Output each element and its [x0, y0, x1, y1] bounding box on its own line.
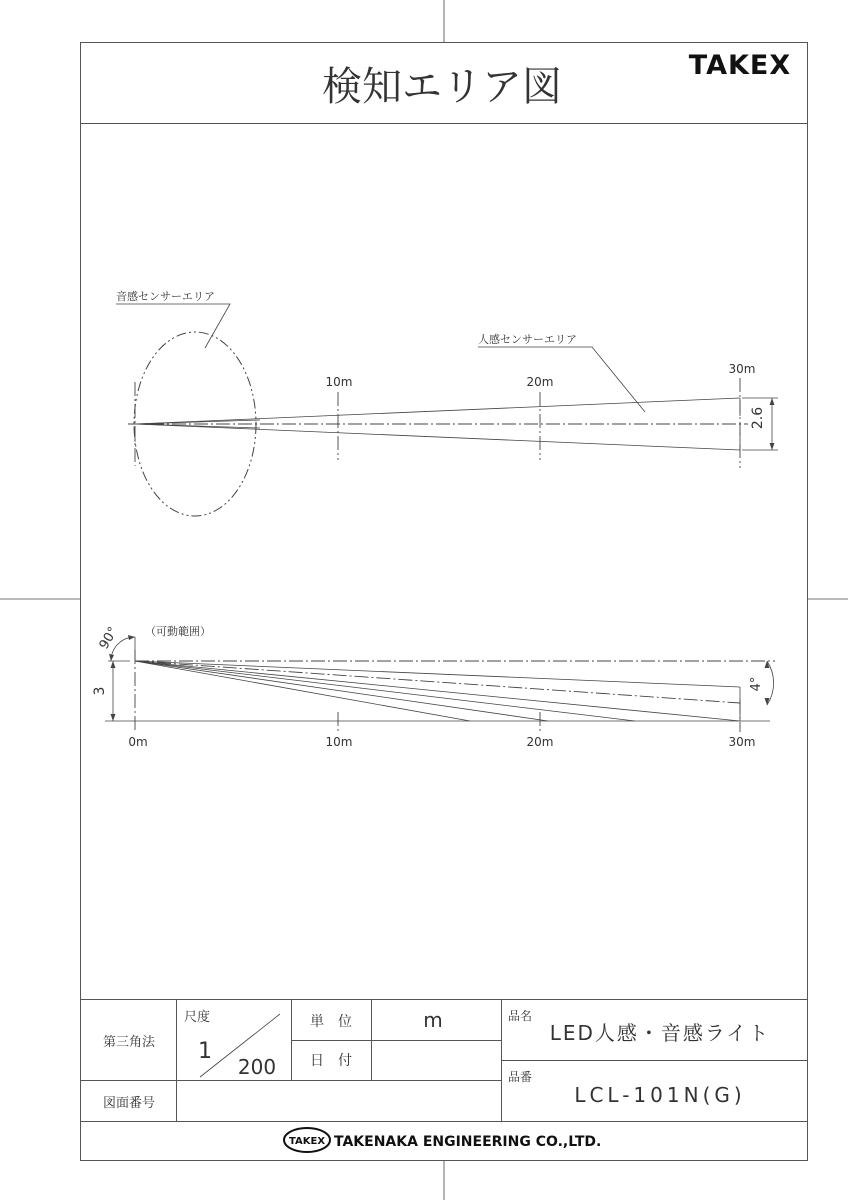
sound-area-leader	[116, 304, 230, 348]
side-label-0m: 0m	[128, 735, 148, 749]
side-view	[92, 624, 775, 749]
plan-label-30m: 30m	[728, 362, 756, 376]
height-dim-label: 3	[92, 686, 108, 696]
product-name: LED人感・音感ライト	[549, 1021, 771, 1045]
company-name: TAKENAKA ENGINEERING CO.,LTD.	[334, 1134, 602, 1150]
tilt-dim-label: 4°	[749, 676, 764, 692]
range-note: （可動範囲）	[145, 625, 211, 638]
sheet-border	[81, 43, 808, 1161]
product-no: LCL-101N(G)	[574, 1083, 746, 1107]
side-axis-line	[135, 661, 740, 703]
unit-value: m	[423, 1008, 443, 1032]
company-logo	[284, 1128, 330, 1152]
plan-view	[116, 289, 778, 516]
scale-label: 尺度	[184, 1010, 211, 1025]
height-dimension	[92, 661, 130, 721]
human-area-label: 人感センサーエリア	[478, 333, 577, 346]
tilt-dimension	[749, 661, 774, 705]
width-dim-label: 2.6	[750, 406, 766, 430]
human-area-leader	[478, 347, 645, 412]
projection-label: 第三角法	[102, 1035, 156, 1050]
date-label: 日 付	[310, 1053, 352, 1069]
side-label-10m: 10m	[325, 735, 353, 749]
plan-label-10m: 10m	[325, 375, 353, 389]
angle-arc	[97, 624, 211, 661]
scale-denominator: 200	[237, 1055, 277, 1079]
unit-label: 単 位	[310, 1014, 352, 1030]
sheet-title: 検知エリア図	[322, 64, 562, 110]
angle-label: 90°	[96, 624, 122, 652]
side-label-30m: 30m	[728, 735, 756, 749]
product-no-label: 品番	[508, 1070, 533, 1084]
product-name-label: 品名	[508, 1009, 533, 1023]
side-label-20m: 20m	[526, 735, 554, 749]
drawing-no-label: 図面番号	[102, 1096, 156, 1111]
title-block	[80, 1000, 808, 1153]
company-logo-text: TAKEX	[288, 1136, 326, 1147]
scale-numerator: 1	[198, 1039, 212, 1064]
takex-brand-logo: TAKEX	[688, 50, 792, 81]
sound-area-label: 音感センサーエリア	[116, 290, 215, 303]
plan-label-20m: 20m	[526, 375, 554, 389]
